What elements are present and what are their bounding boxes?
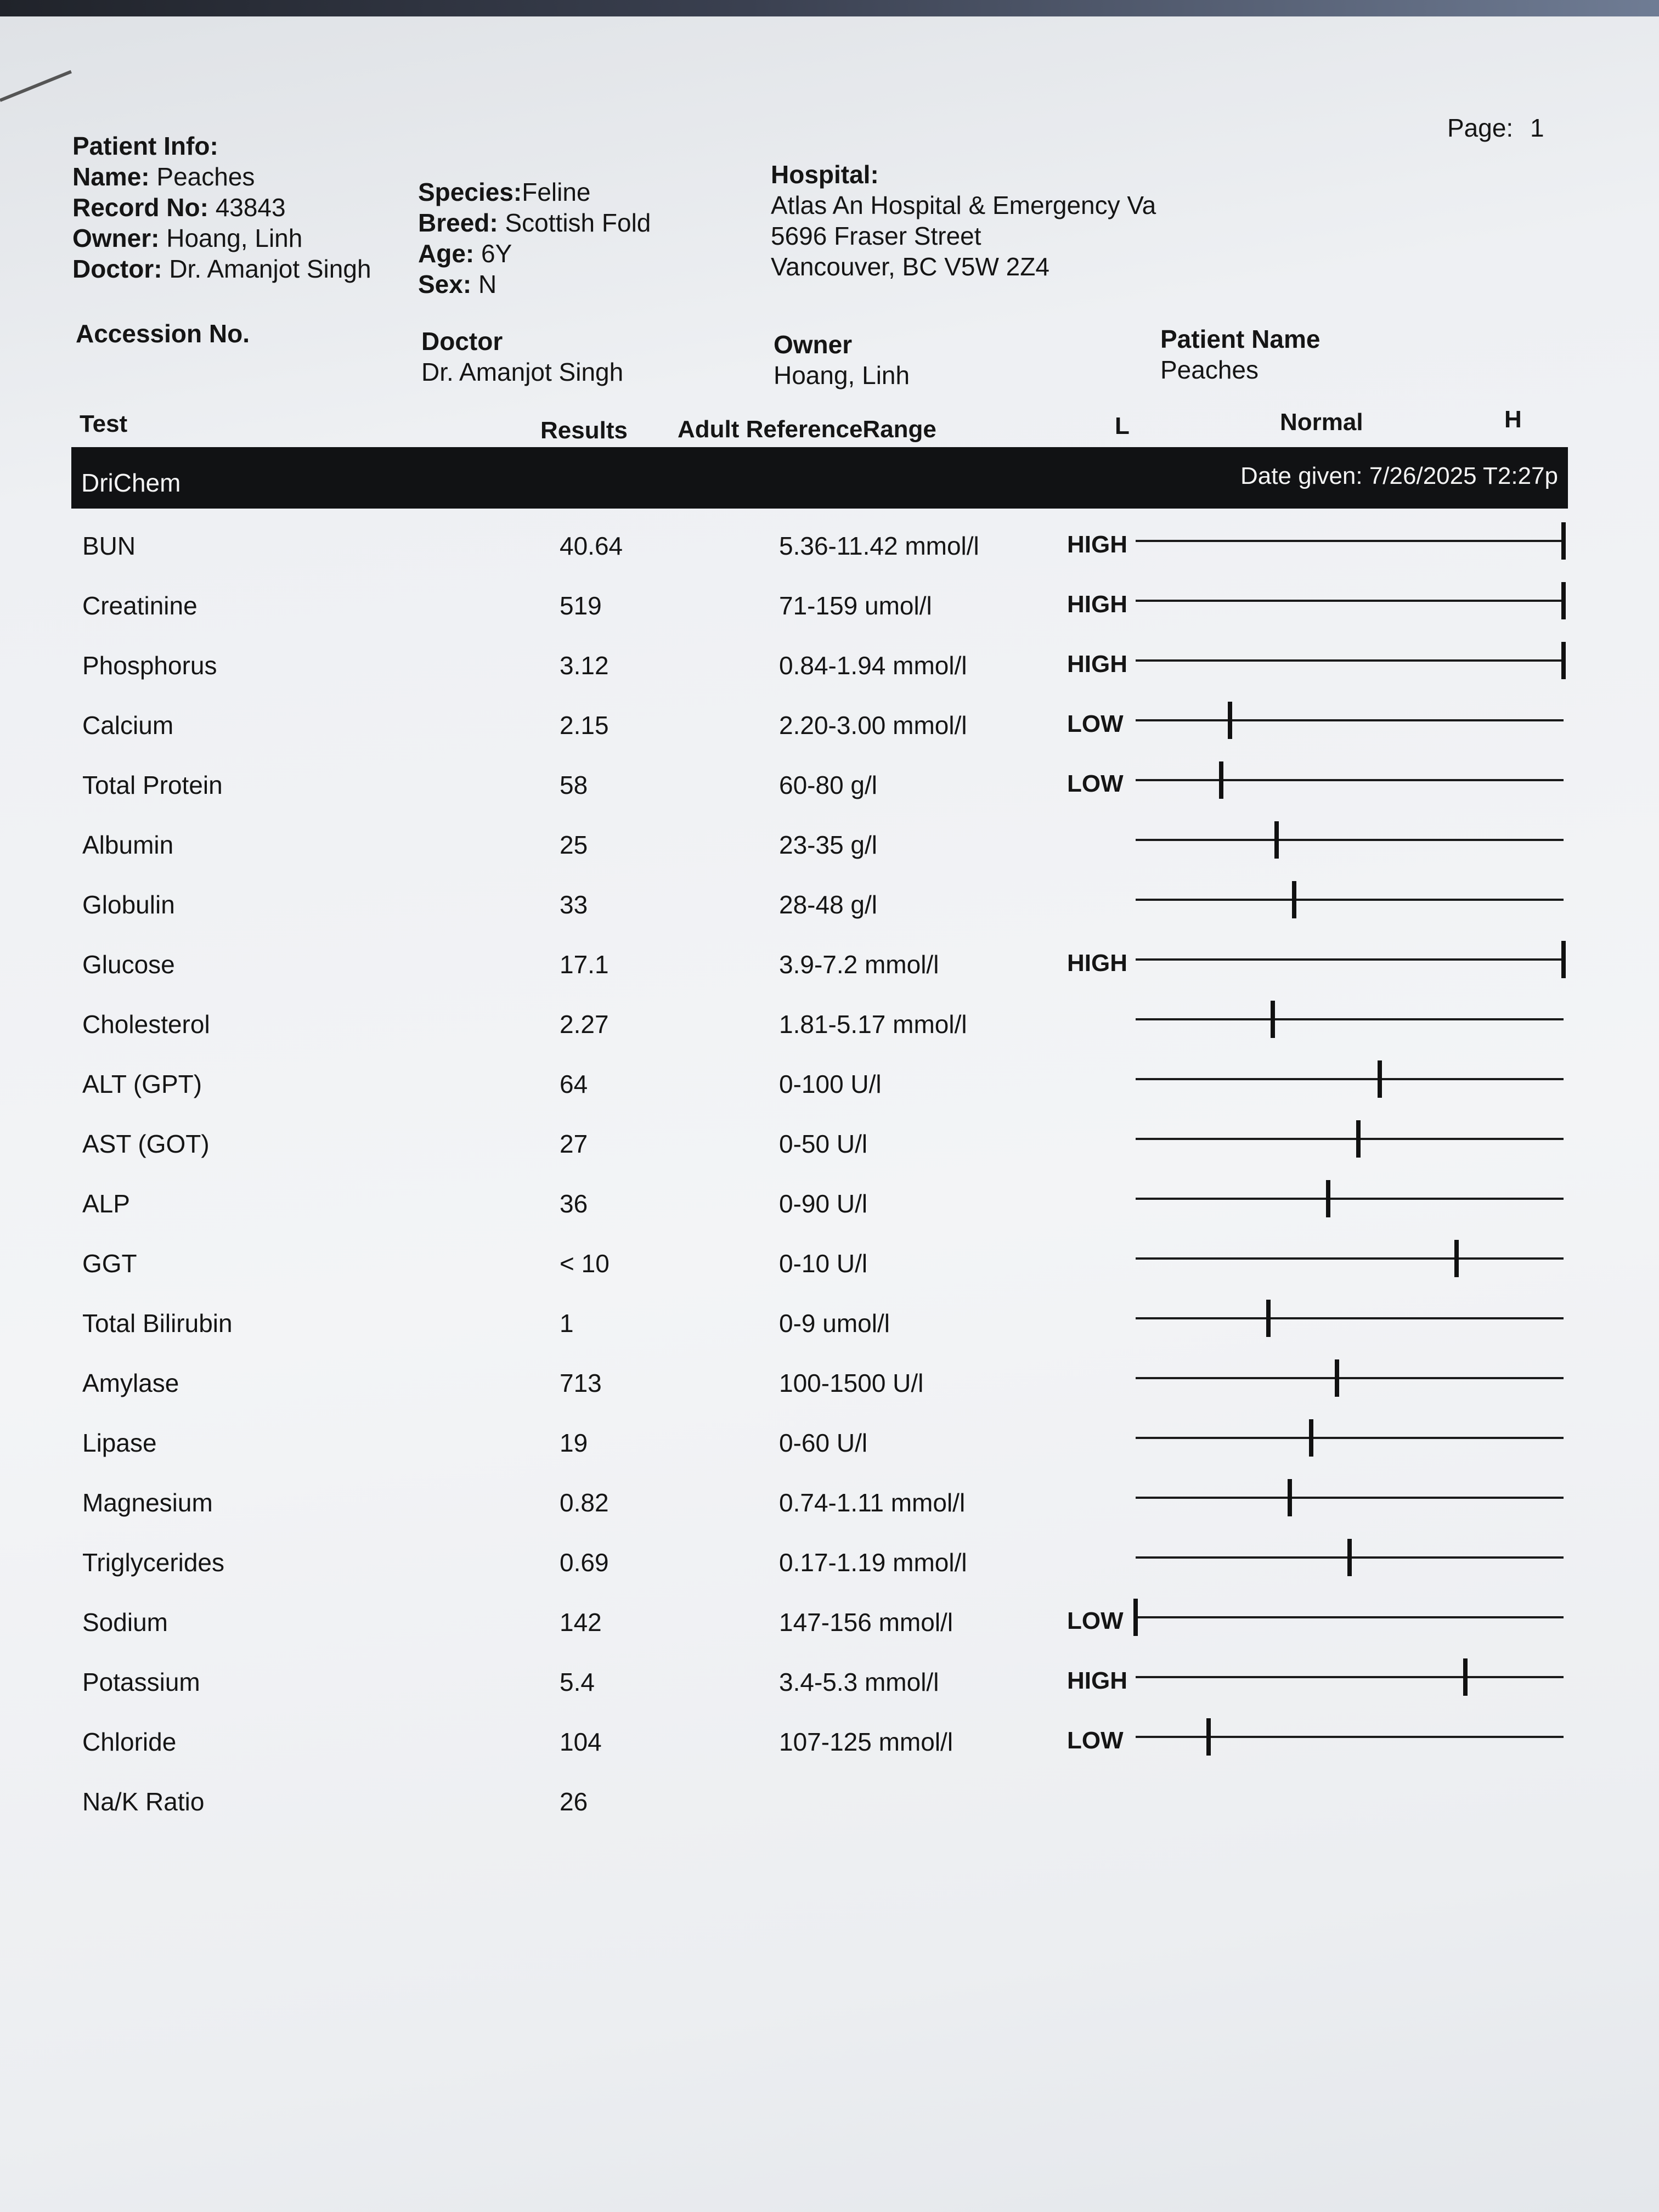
hospital-name: Atlas An Hospital & Emergency Va (771, 191, 1156, 219)
range-scale-line (1136, 1138, 1564, 1140)
range-scale (1136, 1538, 1564, 1576)
test-result: 26 (560, 1787, 588, 1816)
test-result: 17.1 (560, 950, 609, 979)
range-marker (1561, 582, 1566, 619)
reference-range: 107-125 mmol/l (779, 1728, 953, 1756)
breed-value: Scottish Fold (505, 208, 651, 237)
range-marker (1463, 1658, 1468, 1696)
test-result: 25 (560, 831, 588, 859)
range-scale-line (1136, 719, 1564, 721)
reference-range: 0-100 U/l (779, 1070, 882, 1098)
result-flag: LOW (1067, 770, 1124, 797)
sex-value: N (478, 270, 497, 298)
test-name: Chloride (82, 1728, 177, 1756)
patient-name-line (72, 161, 371, 192)
range-marker (1133, 1599, 1138, 1636)
record-label: Record No: (72, 193, 208, 222)
test-name: Na/K Ratio (82, 1787, 205, 1816)
reference-range: 71-159 umol/l (779, 591, 932, 620)
table-row (0, 830, 1659, 885)
range-scale-line (1136, 839, 1564, 841)
reference-range: 3.4-5.3 mmol/l (779, 1668, 939, 1696)
test-name: AST (GOT) (82, 1130, 210, 1158)
range-scale (1136, 1418, 1564, 1457)
test-result: 2.27 (560, 1010, 609, 1039)
test-result: 40.64 (560, 532, 623, 560)
range-marker (1561, 522, 1566, 560)
doctor-name: Dr. Amanjot Singh (169, 255, 371, 283)
test-result: 1 (560, 1309, 574, 1338)
range-scale (1136, 1000, 1564, 1038)
owner-label: Owner: (72, 224, 160, 252)
range-scale-line (1136, 1616, 1564, 1618)
summary-owner-label: Owner (774, 330, 853, 359)
summary-patient (1160, 324, 1320, 385)
reference-range: 147-156 mmol/l (779, 1608, 953, 1637)
test-result: 519 (560, 591, 602, 620)
range-scale-line (1136, 1497, 1564, 1499)
table-row (0, 950, 1659, 1005)
column-header-low: L (1115, 413, 1130, 439)
range-marker (1206, 1718, 1211, 1756)
range-scale-line (1136, 540, 1564, 542)
reference-range: 3.9-7.2 mmol/l (779, 950, 939, 979)
range-scale (1136, 1717, 1564, 1756)
age-value: 6Y (481, 239, 512, 268)
test-name: Magnesium (82, 1488, 213, 1517)
range-scale-line (1136, 958, 1564, 961)
hospital-street: 5696 Fraser Street (771, 222, 981, 250)
accession-label: Accession No. (76, 319, 250, 348)
range-scale-line (1136, 659, 1564, 662)
table-row (0, 1308, 1659, 1363)
range-marker (1356, 1120, 1361, 1158)
range-scale (1136, 701, 1564, 739)
test-result: < 10 (560, 1249, 610, 1278)
name-label: Name: (72, 162, 150, 191)
test-result: 27 (560, 1130, 588, 1158)
breed-label: Breed: (418, 208, 498, 237)
reference-range: 0.17-1.19 mmol/l (779, 1548, 967, 1577)
column-header-high: H (1504, 406, 1522, 433)
test-result: 5.4 (560, 1668, 595, 1696)
table-row (0, 1428, 1659, 1483)
table-row (0, 591, 1659, 646)
test-name: Albumin (82, 831, 174, 859)
date-given: Date given: 7/26/2025 T2:27p (1240, 462, 1558, 489)
range-scale (1136, 880, 1564, 918)
range-scale (1136, 1179, 1564, 1217)
result-flag: HIGH (1067, 950, 1127, 977)
range-marker (1219, 761, 1223, 799)
reference-range: 0.74-1.11 mmol/l (779, 1488, 966, 1517)
result-flag: LOW (1067, 1727, 1124, 1754)
result-flag: HIGH (1067, 651, 1127, 678)
test-name: ALT (GPT) (82, 1070, 202, 1098)
range-marker (1561, 642, 1566, 679)
test-name: GGT (82, 1249, 137, 1278)
summary-doctor-label: Doctor (421, 327, 503, 356)
summary-patient-label: Patient Name (1160, 325, 1321, 353)
reference-range: 0-10 U/l (779, 1249, 868, 1278)
range-marker (1274, 821, 1279, 859)
table-row (0, 1069, 1659, 1124)
test-result: 64 (560, 1070, 588, 1098)
range-marker (1228, 702, 1232, 739)
owner-name: Hoang, Linh (166, 224, 303, 252)
species-value: Feline (522, 178, 591, 206)
table-row (0, 1249, 1659, 1304)
reference-range: 100-1500 U/l (779, 1369, 924, 1397)
patient-info-block (72, 131, 371, 284)
range-marker (1271, 1001, 1275, 1038)
range-marker (1326, 1180, 1330, 1217)
reference-range: 23-35 g/l (779, 831, 878, 859)
sex-line (418, 269, 651, 300)
test-result: 0.69 (560, 1548, 609, 1577)
result-flag: HIGH (1067, 1667, 1127, 1694)
test-name: Creatinine (82, 591, 198, 620)
table-row (0, 1129, 1659, 1184)
species-line (418, 177, 651, 207)
record-number: 43843 (215, 193, 286, 222)
animal-info-block (418, 177, 651, 300)
range-marker (1347, 1539, 1352, 1576)
summary-doctor (421, 326, 623, 387)
range-scale (1136, 760, 1564, 799)
reference-range: 5.36-11.42 mmol/l (779, 532, 979, 560)
range-scale (1136, 1059, 1564, 1098)
test-result: 0.82 (560, 1488, 609, 1517)
range-scale-line (1136, 899, 1564, 901)
test-name: Total Protein (82, 771, 223, 799)
range-scale-line (1136, 1198, 1564, 1200)
reference-range: 28-48 g/l (779, 890, 878, 919)
range-marker (1288, 1479, 1292, 1516)
range-scale-line (1136, 600, 1564, 602)
test-result: 142 (560, 1608, 602, 1637)
test-name: Sodium (82, 1608, 168, 1637)
page-value: 1 (1530, 114, 1544, 142)
table-row (0, 770, 1659, 825)
summary-patient-value: Peaches (1160, 356, 1259, 384)
summary-doctor-value: Dr. Amanjot Singh (421, 358, 624, 386)
test-name: Glucose (82, 950, 175, 979)
range-marker (1309, 1419, 1313, 1457)
range-marker (1454, 1240, 1459, 1277)
doctor-line (72, 253, 371, 284)
species-label: Species: (418, 178, 522, 206)
record-line (72, 192, 371, 223)
page-label: Page: (1447, 114, 1514, 142)
range-scale (1136, 1119, 1564, 1158)
summary-owner (774, 329, 910, 391)
range-marker (1292, 881, 1296, 918)
pen-mark-decoration (0, 70, 72, 102)
range-scale-line (1136, 1257, 1564, 1260)
range-scale-line (1136, 1377, 1564, 1379)
page-number (1447, 112, 1544, 143)
table-row (0, 1607, 1659, 1662)
range-scale (1136, 1478, 1564, 1516)
age-line (418, 238, 651, 269)
table-row (0, 1488, 1659, 1543)
summary-owner-value: Hoang, Linh (774, 361, 910, 390)
range-scale (1136, 641, 1564, 679)
range-scale (1136, 1598, 1564, 1636)
range-scale-line (1136, 1676, 1564, 1678)
test-name: Amylase (82, 1369, 179, 1397)
result-flag: LOW (1067, 1607, 1124, 1634)
test-name: Calcium (82, 711, 174, 740)
reference-range: 2.20-3.00 mmol/l (779, 711, 967, 740)
column-header-results: Results (540, 417, 628, 444)
test-name: BUN (82, 532, 136, 560)
table-row (0, 1368, 1659, 1423)
result-flag: HIGH (1067, 591, 1127, 618)
table-row (0, 710, 1659, 765)
range-scale (1136, 1657, 1564, 1696)
section-header-bar (71, 447, 1568, 509)
test-result: 58 (560, 771, 588, 799)
test-result: 713 (560, 1369, 602, 1397)
range-marker (1561, 941, 1566, 978)
table-row (0, 1189, 1659, 1244)
test-result: 36 (560, 1189, 588, 1218)
range-scale-line (1136, 779, 1564, 781)
test-name: Lipase (82, 1429, 157, 1457)
breed-line (418, 207, 651, 238)
reference-range: 0-60 U/l (779, 1429, 868, 1457)
result-flag: HIGH (1067, 531, 1127, 558)
patient-name: Peaches (156, 162, 255, 191)
table-row (0, 531, 1659, 586)
range-marker (1266, 1300, 1271, 1337)
hospital-city: Vancouver, BC V5W 2Z4 (771, 252, 1049, 281)
table-row (0, 1727, 1659, 1782)
reference-range: 0-50 U/l (779, 1130, 868, 1158)
range-scale (1136, 581, 1564, 619)
test-name: Globulin (82, 890, 175, 919)
age-label: Age: (418, 239, 475, 268)
range-scale-line (1136, 1018, 1564, 1020)
column-header-reference: Adult ReferenceRange (678, 416, 936, 443)
reference-range: 0.84-1.94 mmol/l (779, 651, 967, 680)
table-row (0, 1787, 1659, 1842)
range-scale-line (1136, 1437, 1564, 1439)
test-result: 104 (560, 1728, 602, 1756)
table-row (0, 1009, 1659, 1064)
range-scale-line (1136, 1317, 1564, 1319)
column-header-test: Test (80, 410, 128, 437)
column-header-normal: Normal (1280, 409, 1363, 436)
test-result: 2.15 (560, 711, 609, 740)
range-scale (1136, 820, 1564, 859)
range-marker (1378, 1060, 1382, 1098)
range-scale (1136, 1358, 1564, 1397)
table-row (0, 1667, 1659, 1722)
range-marker (1335, 1359, 1339, 1397)
owner-line (72, 223, 371, 253)
test-name: Triglycerides (82, 1548, 225, 1577)
range-scale (1136, 521, 1564, 560)
test-name: Potassium (82, 1668, 200, 1696)
test-name: ALP (82, 1189, 130, 1218)
result-flag: LOW (1067, 710, 1124, 737)
test-result: 19 (560, 1429, 588, 1457)
test-name: Cholesterol (82, 1010, 210, 1039)
range-scale-line (1136, 1736, 1564, 1738)
sex-label: Sex: (418, 270, 472, 298)
hospital-block (771, 159, 1156, 282)
patient-info-heading: Patient Info: (72, 132, 218, 160)
reference-range: 0-9 umol/l (779, 1309, 890, 1338)
reference-range: 60-80 g/l (779, 771, 878, 799)
test-name: Phosphorus (82, 651, 217, 680)
range-scale-line (1136, 1078, 1564, 1080)
reference-range: 0-90 U/l (779, 1189, 868, 1218)
section-name: DriChem (81, 469, 181, 497)
table-row (0, 651, 1659, 706)
range-scale (1136, 1299, 1564, 1337)
test-name: Total Bilirubin (82, 1309, 233, 1338)
hospital-label: Hospital: (771, 160, 879, 189)
test-result: 33 (560, 890, 588, 919)
test-result: 3.12 (560, 651, 609, 680)
range-scale (1136, 940, 1564, 978)
range-scale (1136, 1239, 1564, 1277)
reference-range: 1.81-5.17 mmol/l (779, 1010, 967, 1039)
table-row (0, 1548, 1659, 1602)
doctor-label: Doctor: (72, 255, 162, 283)
table-row (0, 890, 1659, 945)
